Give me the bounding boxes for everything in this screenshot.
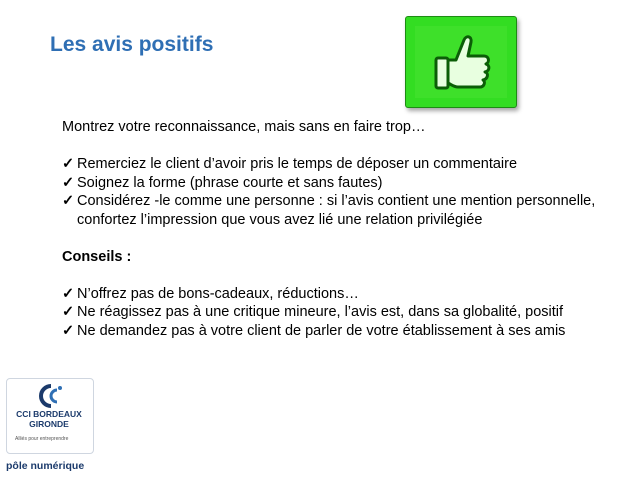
pole-numerique-label: pôle numérique [6, 460, 85, 472]
conseil-text: N’offrez pas de bons-cadeaux, réductions… [77, 285, 359, 302]
tip-text: Soignez la forme (phrase courte et sans fautes) [77, 174, 383, 191]
tip-item [62, 192, 622, 229]
tip-item [62, 155, 622, 174]
intro-text: Montrez votre reconnaissance, mais sans en faire trop… [62, 119, 426, 135]
conseil-item [62, 303, 622, 322]
thumbs-up-icon [415, 26, 507, 98]
slide-title: Les avis positifs [50, 33, 214, 56]
check-icon: ✓ [62, 304, 75, 320]
tip-text: Remerciez le client d’avoir pris le temps de déposer un commentaire [77, 156, 518, 172]
cci-tagline: Alliés pour entreprendre [15, 436, 69, 442]
conseils-heading: Conseils : [62, 248, 132, 265]
cci-logo [3, 378, 103, 476]
check-icon: ✓ [62, 174, 75, 191]
cci-org-name [3, 410, 95, 429]
conseil-text: Ne demandez pas à votre client de parler de votre établissement à ses amis [77, 322, 566, 339]
tip-item [62, 174, 622, 193]
check-icon: ✓ [62, 193, 75, 209]
check-icon: ✓ [62, 285, 75, 302]
org-line-2: GIRONDE [29, 418, 69, 429]
check-icon: ✓ [62, 156, 75, 172]
main-content [62, 118, 622, 340]
cci-emblem-icon [33, 382, 65, 410]
thumbs-up-badge [405, 16, 517, 108]
tip-text: Considérez -le comme une personne : si l’avis contient une mention personnelle, confortez l’impression que vous avez lié une relation privilégiée [77, 193, 596, 228]
conseil-item [62, 285, 622, 304]
org-line-1: CCI BORDEAUX [16, 409, 82, 419]
conseil-item [62, 322, 622, 341]
check-icon: ✓ [62, 322, 75, 339]
conseil-text: Ne réagissez pas à une critique mineure, l’avis est, dans sa globalité, positif [77, 304, 564, 320]
